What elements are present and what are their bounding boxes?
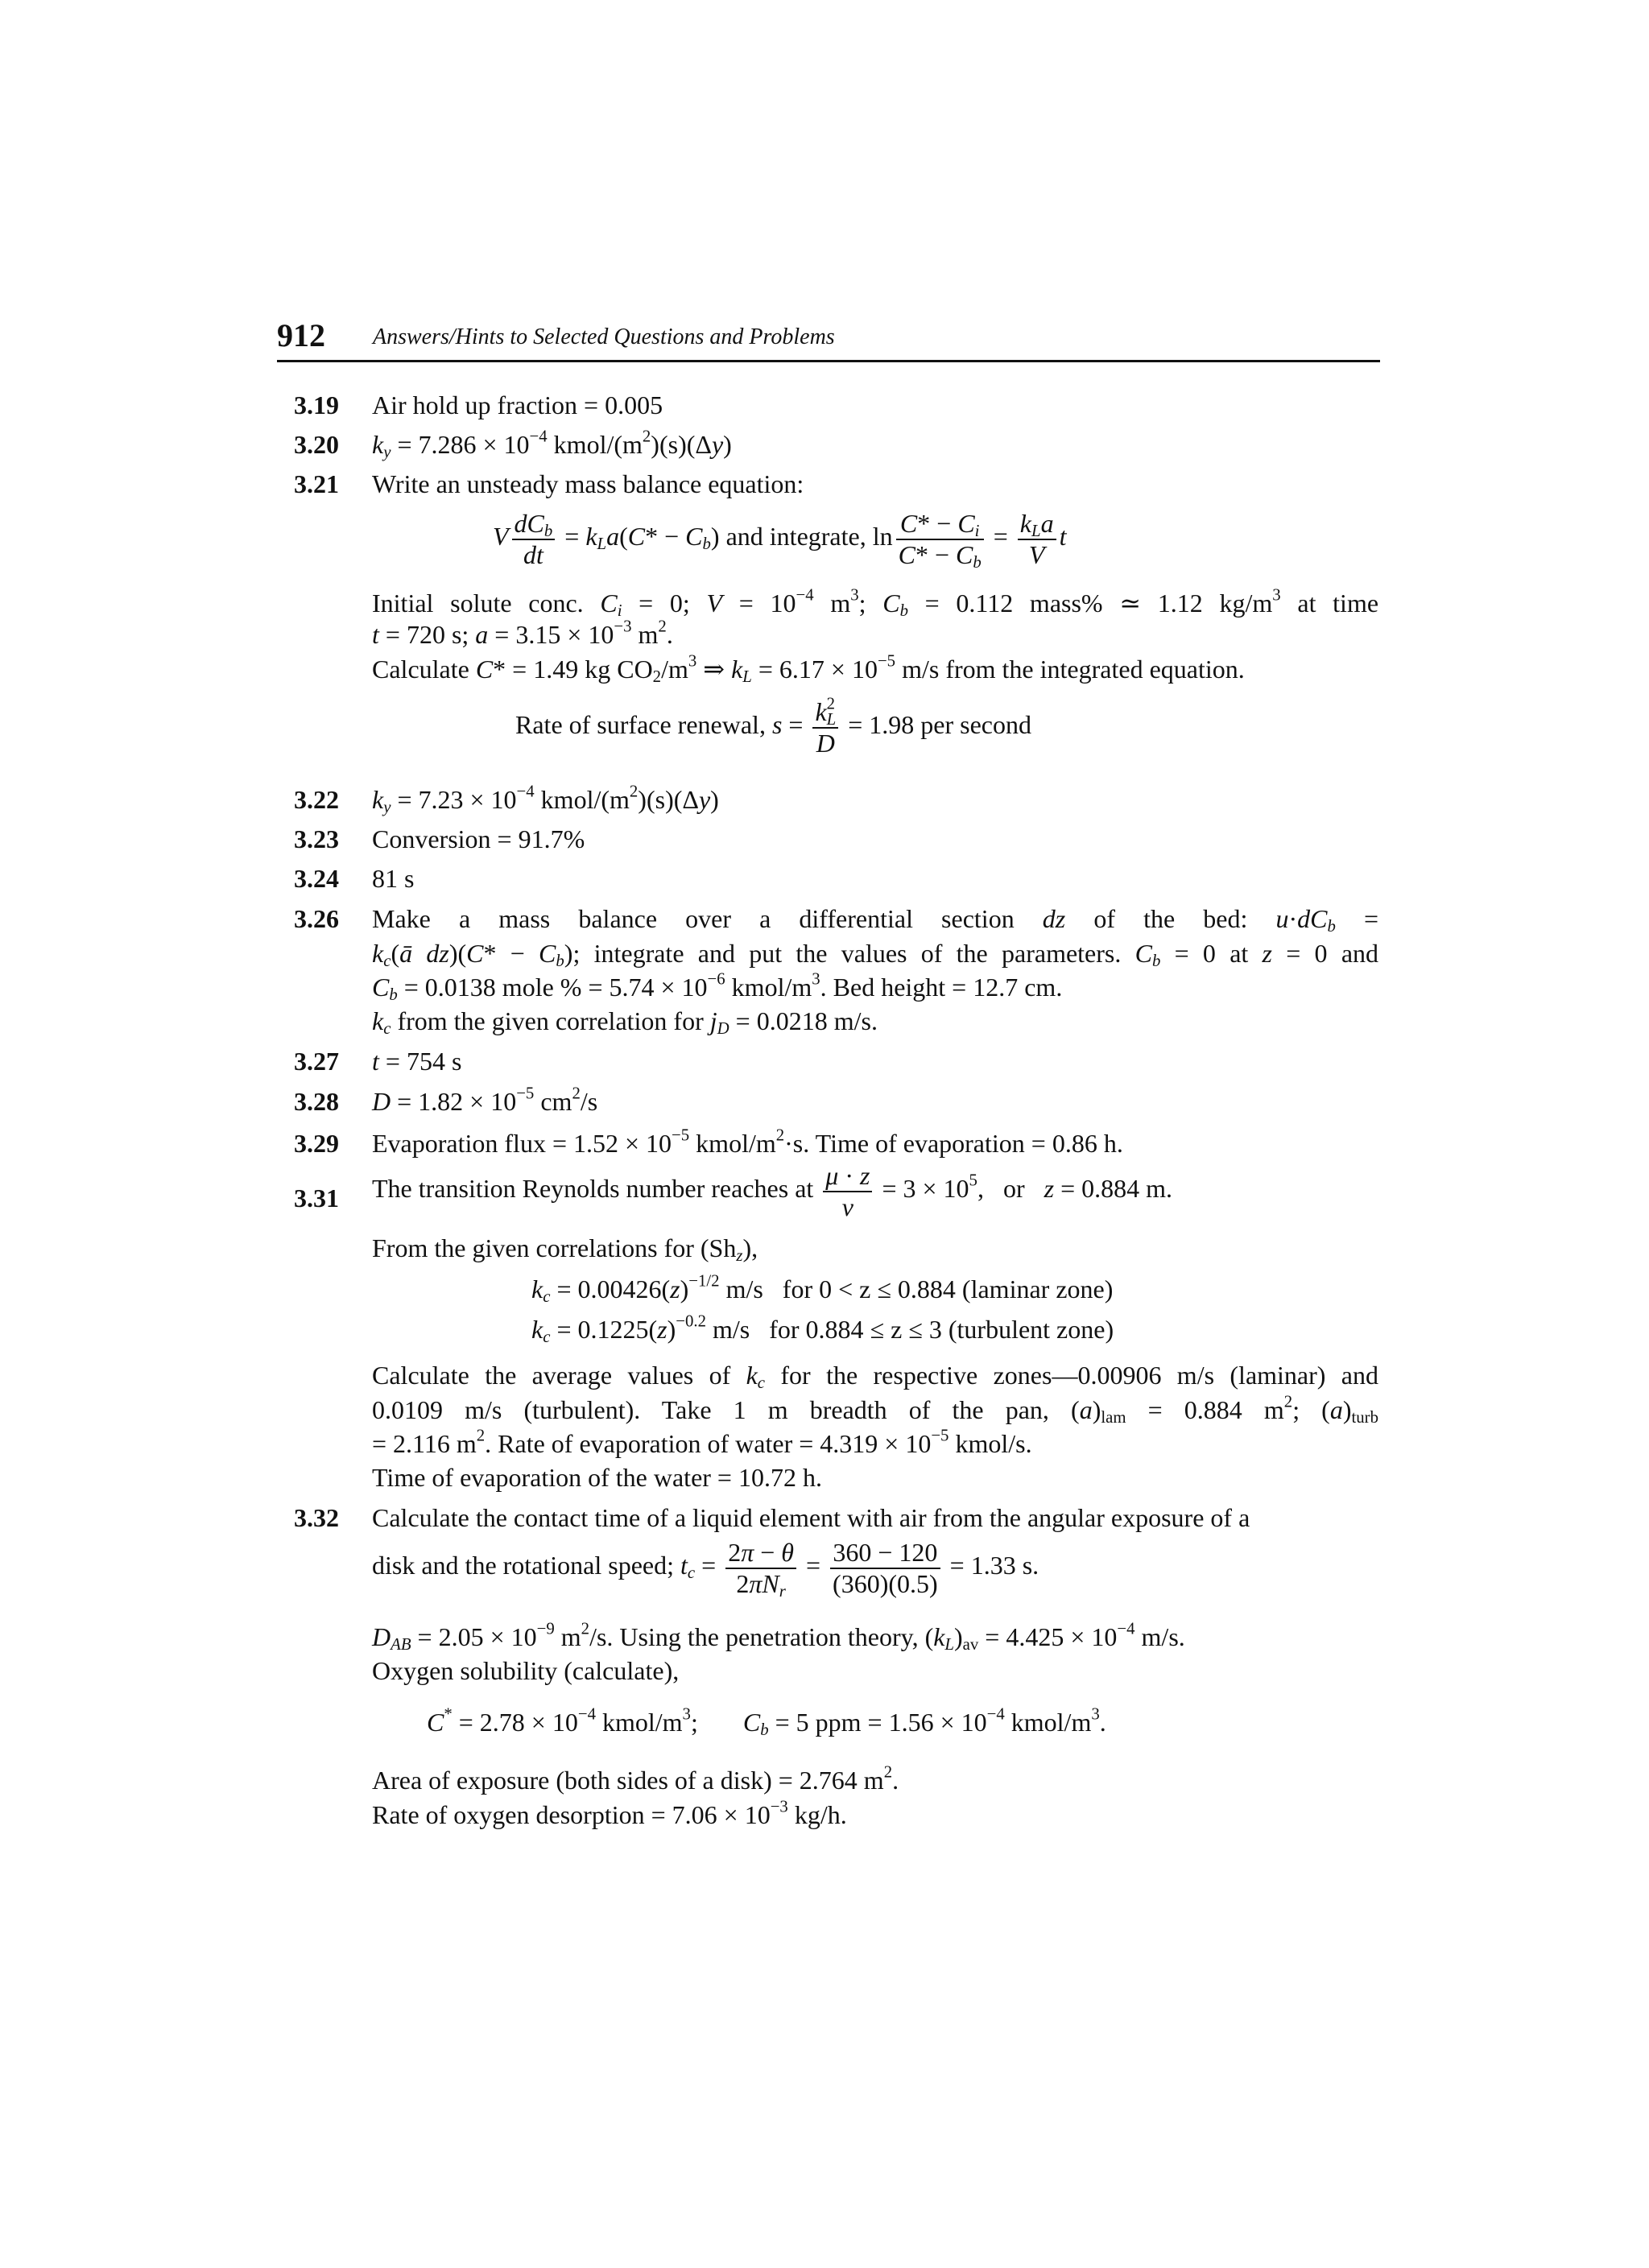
answer-text: Rate of oxygen desorption = $7.06 \times 10^{-3}$ kg/h. — [372, 1797, 847, 1829]
answer-text: 0.0109 m/s (turbulent). Take 1 m breadth of the pan, $(a)_{lam} = 0.884$ $m^2$; $(a)_{turb}$ — [372, 1392, 1379, 1427]
running-title: Answers/Hints to Selected Questions and Problems — [373, 324, 835, 349]
answer-text: Conversion = 91.7% — [372, 824, 585, 853]
answer-text: $D_{AB} = 2.05 \times 10^{-9}$ $m^2/s$. Using the penetration theory, $(k_L)_{av} = 4.425 \times 10^{-4}$ m/s. — [372, 1619, 1185, 1655]
problem-number: 3.28 — [294, 1087, 339, 1116]
answer-text: Make a mass balance over a differential section dz of the bed: $u\cdot dC_b$ = — [372, 904, 1378, 936]
answer-text: $C_b = 0.0138$ mole % = $5.74 \times 10^{-6}$ kmol/$m^3$. Bed height = 12.7 cm. — [372, 969, 1063, 1005]
equation: disk and the rotational speed; $t_c$ = $\frac{2\pi - \theta}{2\pi N_r}$ = $\frac{360 - 120}{(360)(0.5)}$ = 1.33 s. — [372, 1538, 1039, 1601]
answer-text: t = 720 s; $a = 3.15 \times 10^{-3}$ $m^2$. — [372, 617, 673, 649]
answer-text: = 2.116 $m^2$. Rate of evaporation of water = $4.319 \times 10^{-5}$ kmol/s. — [372, 1426, 1032, 1458]
problem-number: 3.29 — [294, 1129, 339, 1158]
problem-number: 3.23 — [294, 824, 339, 853]
answer-text: Oxygen solubility (calculate), — [372, 1656, 680, 1685]
answer-text: Evaporation flux = $1.52 \times 10^{-5}$ kmol/$m^2\cdot s$. Time of evaporation = 0.86 h. — [372, 1126, 1123, 1158]
problem-number: 3.32 — [294, 1503, 339, 1532]
equation: Rate of surface renewal, s = $\frac{k^2_L}{D}$ = 1.98 per second — [515, 694, 1031, 758]
problem-number: 3.20 — [294, 430, 339, 459]
problem-number: 3.21 — [294, 469, 339, 498]
answer-text: $k_c = 0.1225(z)^{-0.2}$ m/s for 0.884 ≤ z ≤ 3 (turbulent zone) — [531, 1312, 1114, 1347]
answer-text: Time of evaporation of the water = 10.72 h. — [372, 1463, 822, 1492]
answer-text: $k_y = 7.286 \times 10^{-4}$ kmol/$(m^2)(s)(\Delta y)$ — [372, 427, 732, 462]
answer-text: $C^* = 2.78 \times 10^{-4}$ kmol/$m^3$; $C_b = 5$ ppm = $1.56 \times 10^{-4}$ kmol/$m^3$. — [427, 1704, 1106, 1740]
answer-text: Calculate the average values of $k_c$ for the respective zones—0.00906 m/s (laminar) and — [372, 1361, 1378, 1393]
page-header — [277, 316, 1380, 362]
problem-number: 3.26 — [294, 904, 339, 933]
page-number: 912 — [277, 317, 325, 353]
answer-text: Calculate the contact time of a liquid element with air from the angular exposure of a — [372, 1503, 1250, 1532]
answer-text: Write an unsteady mass balance equation: — [372, 469, 804, 498]
answer-text: From the given correlations for $(Sh_z)$, — [372, 1233, 758, 1266]
answer-text: $k_c = 0.00426(z)^{-1/2}$ m/s for 0 < z ≤ 0.884 (laminar zone) — [531, 1271, 1114, 1307]
problem-number: 3.19 — [294, 390, 339, 419]
answer-text: t = 754 s — [372, 1047, 462, 1076]
answer-text: $k_c$ from the given correlation for $j_D = 0.0218$ m/s. — [372, 1006, 878, 1039]
answer-text: $k_c(ā$ $dz)(C* - C_b)$; integrate and put the values of the parameters. $C_b = 0$ at z = 0 and — [372, 939, 1379, 971]
problem-number: 3.27 — [294, 1047, 339, 1076]
problem-number: 3.31 — [294, 1184, 339, 1212]
answer-text: Area of exposure (both sides of a disk) = 2.764 $m^2$. — [372, 1762, 899, 1795]
answer-text: $D = 1.82 \times 10^{-5}$ $cm^2/s$ — [372, 1084, 598, 1116]
answer-text: The transition Reynolds number reaches at $\frac{\mu \cdot z}{\nu}$ = $3 \times 10^5$, or z = 0.884 m. — [372, 1161, 1172, 1221]
answer-text: 81 s — [372, 864, 415, 893]
answer-text: Air hold up fraction = 0.005 — [372, 390, 663, 419]
problem-number: 3.24 — [294, 864, 339, 893]
problem-number: 3.22 — [294, 785, 339, 814]
answer-text: $k_y = 7.23 \times 10^{-4}$ kmol/$(m^2)(s)(\Delta y)$ — [372, 782, 719, 817]
answer-text: Initial solute conc. $C_i = 0$; $V = 10^{-4}$ $m^3$; $C_b = 0.112$ mass% ≃ 1.12 $kg/m^3$ at time — [372, 585, 1379, 621]
answer-text: Calculate C* = 1.49 kg $CO_2/m^3$ ⇒ $k_L = 6.17 \times 10^{-5}$ m/s from the integrated equation. — [372, 651, 1245, 687]
equation: V $\frac{dC_b}{dt}$ = $k_La(C* - C_b)$ and integrate, ln $\frac{C* - C_i}{C* - C_b}$ = $\frac{k_La}{V}$ t — [493, 509, 1067, 572]
